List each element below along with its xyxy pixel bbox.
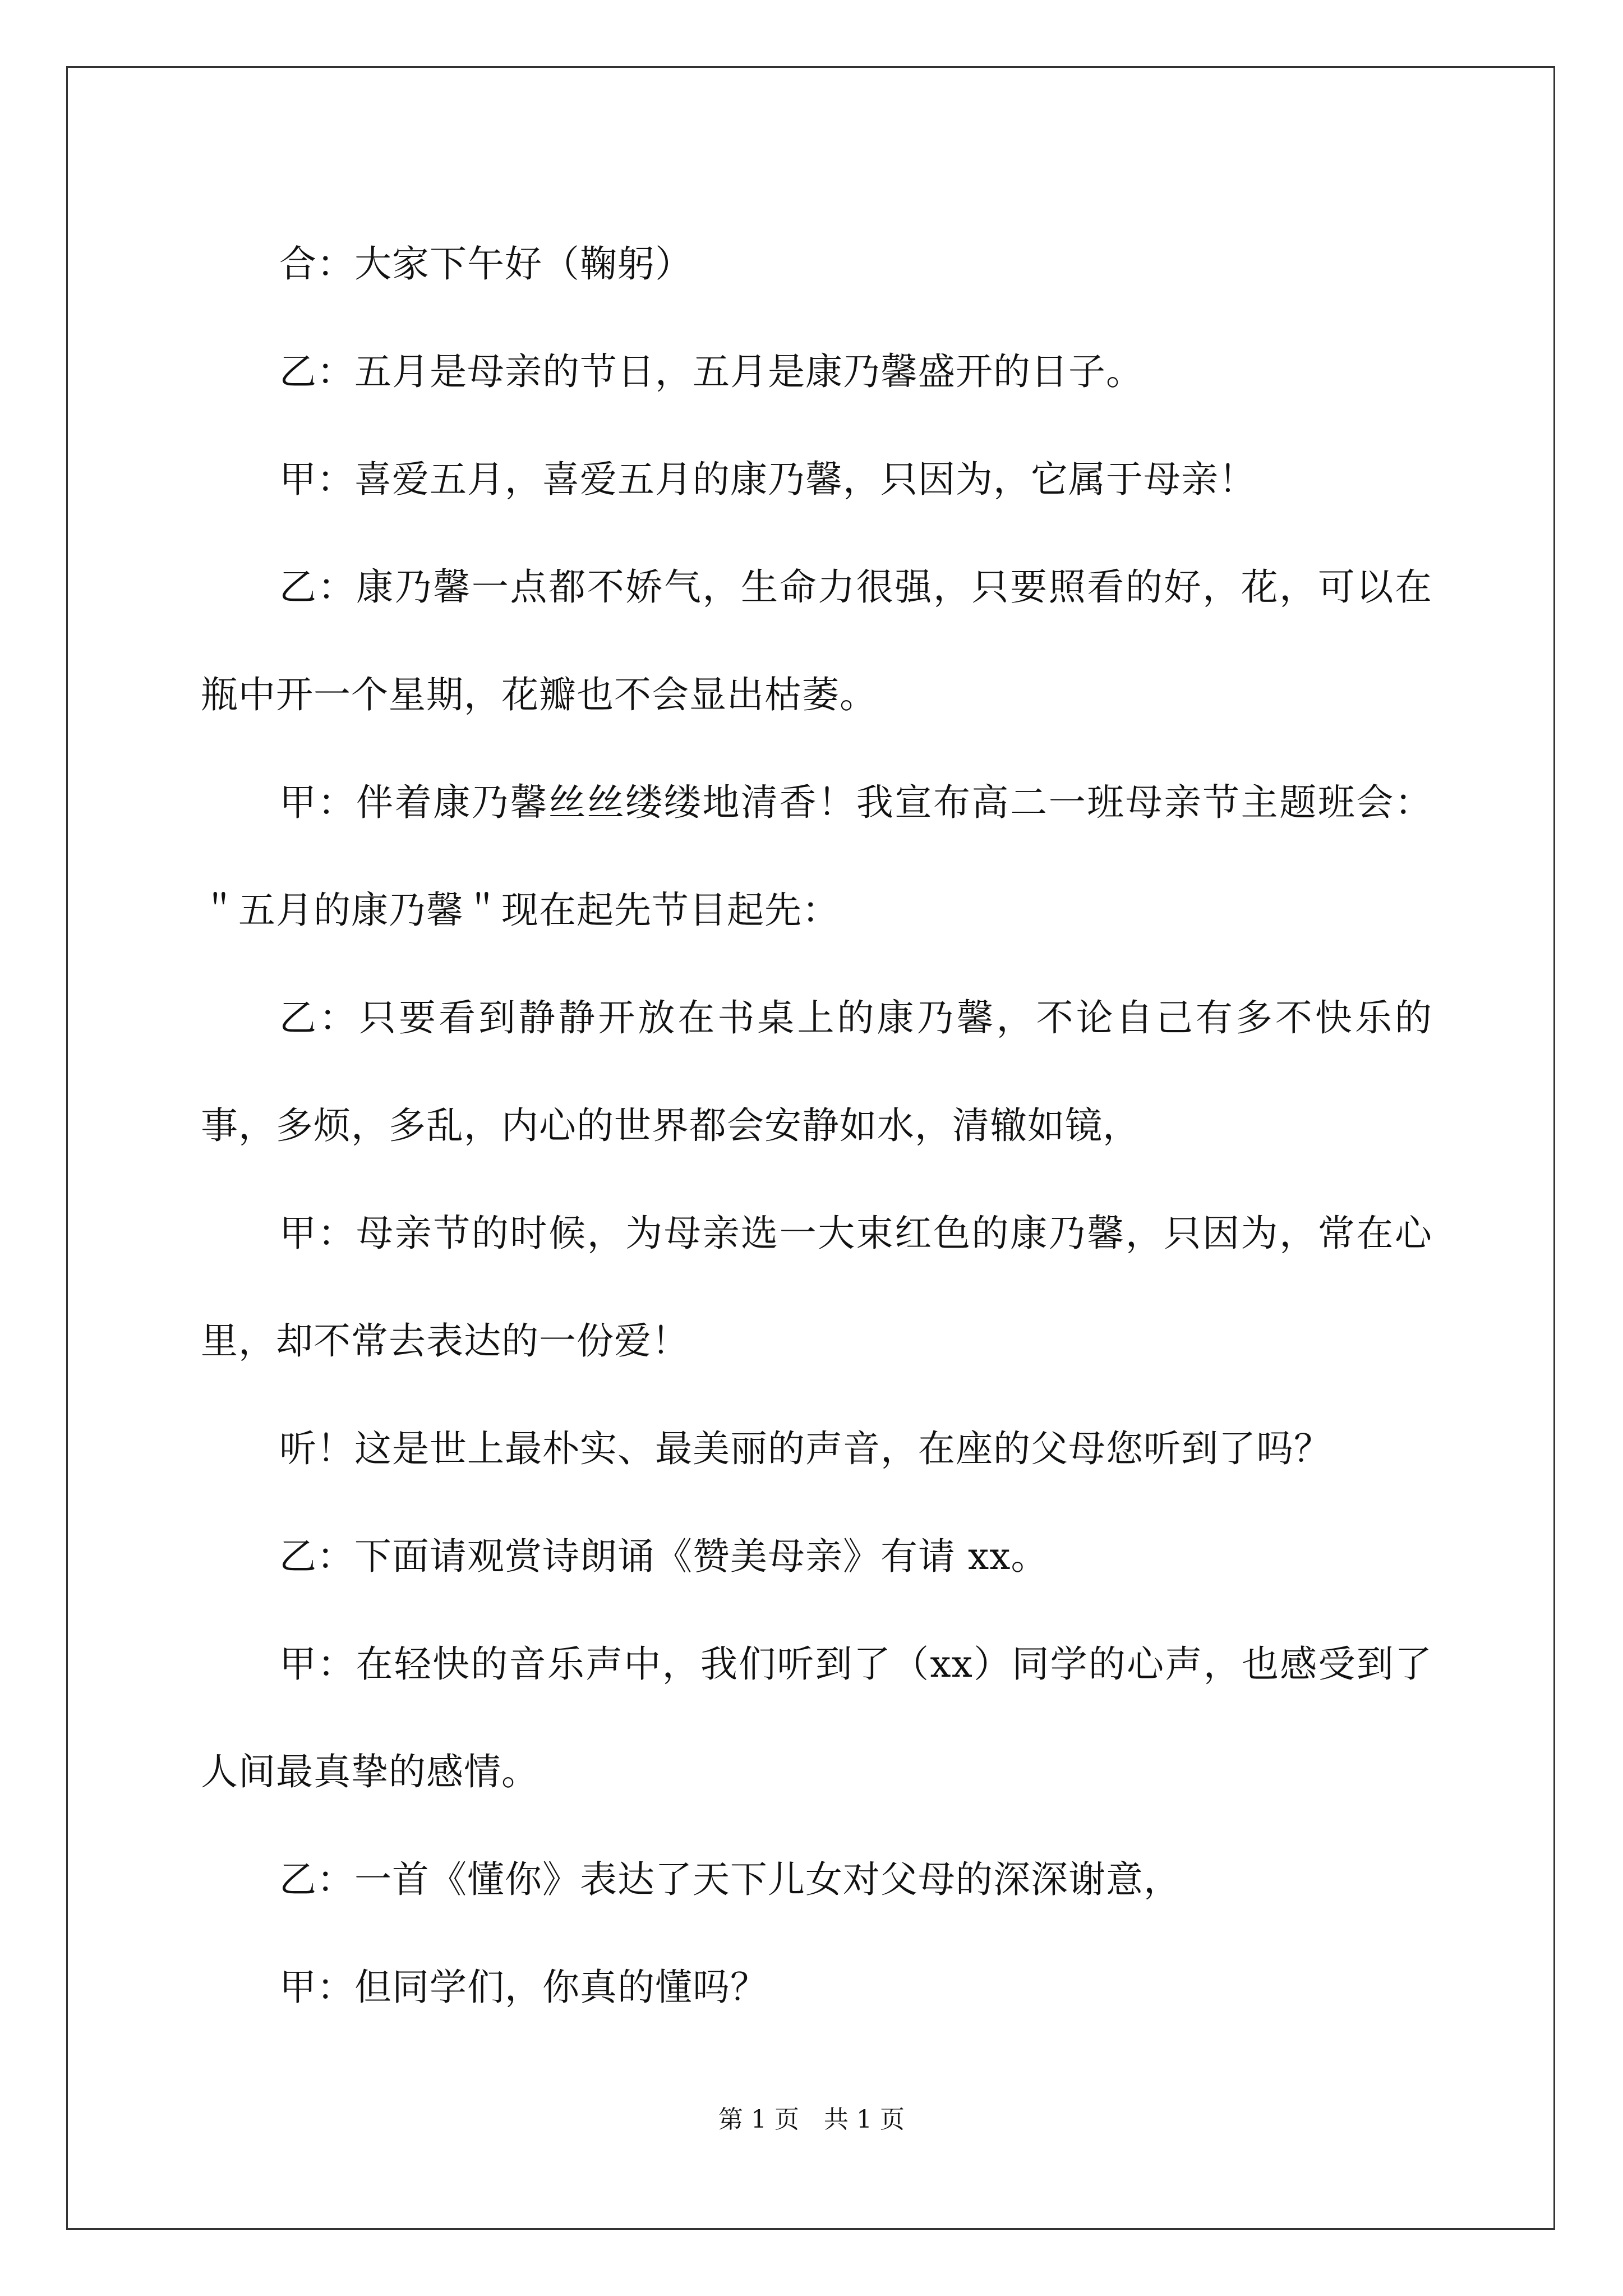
paragraph: 乙：下面请观赏诗朗诵《赞美母亲》有请 xx。 xyxy=(279,1535,1049,1578)
paragraph: 甲：但同学们，你真的懂吗？ xyxy=(279,1966,768,2009)
paragraph: 乙：五月是母亲的节日，五月是康乃馨盛开的日子。 xyxy=(279,350,1144,393)
paragraph: 听！这是世上最朴实、最美丽的声音，在座的父母您听到了吗？ xyxy=(279,1427,1331,1470)
paragraph: 乙：一首《懂你》表达了天下儿女对父母的深深谢意， xyxy=(279,1858,1181,1901)
page-number-footer: 第 1 页 共 1 页 xyxy=(718,2105,905,2134)
paragraph: 乙：康乃馨一点都不娇气，生命力很强，只要照看的好，花，可以在瓶中开一个星期，花瓣也不会显出枯萎。 xyxy=(201,565,1432,716)
paragraph: 甲：伴着康乃馨丝丝缕缕地清香！我宣布高二一班母亲节主题班会：＂五月的康乃馨＂现在起先节目起先： xyxy=(201,781,1432,932)
document-body xyxy=(201,210,1432,2041)
paragraph: 合：大家下午好（鞠躬） xyxy=(279,242,693,286)
paragraph: 乙：只要看到静静开放在书桌上的康乃馨，不论自己有多不快乐的事，多烦，多乱，内心的世界都会安静如水，清辙如镜， xyxy=(201,996,1432,1147)
paragraph: 甲：母亲节的时候，为母亲选一大束红色的康乃馨，只因为，常在心里，却不常去表达的一份爱！ xyxy=(201,1212,1432,1363)
paragraph: 甲：在轻快的音乐声中，我们听到了（xx）同学的心声，也感受到了人间最真挚的感情。 xyxy=(201,1642,1432,1793)
paragraph: 甲：喜爱五月，喜爱五月的康乃馨，只因为，它属于母亲！ xyxy=(279,458,1256,501)
